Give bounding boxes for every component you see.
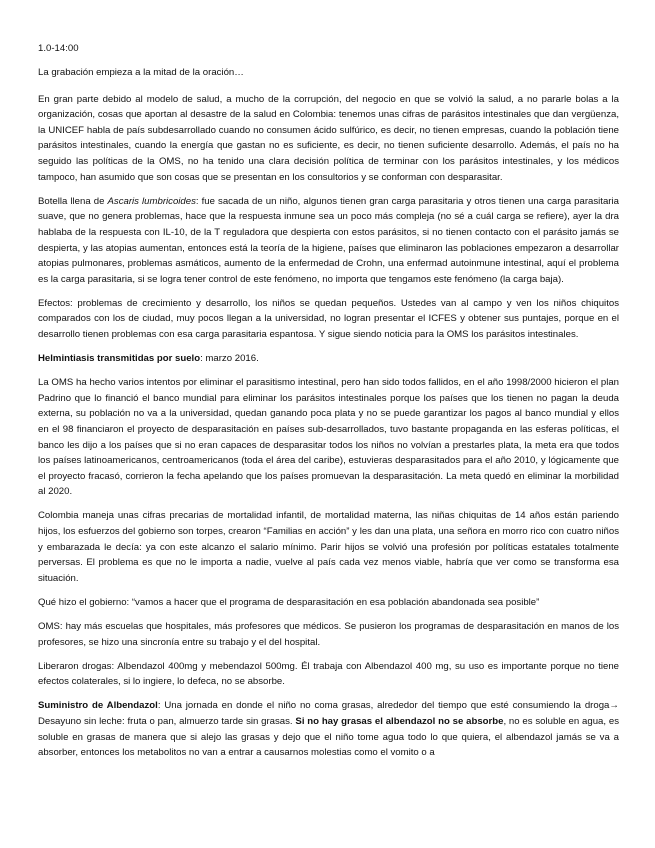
- p9-part-b: , no es soluble en agua, es soluble en grasas de manera que si alejo las grasas y dejo que el niño tome agua todo lo que quiera, el albendazol jamás se va a absorber, entonces los metabolitos no van a entrar a causarnos molestias como el vomito o a: [38, 715, 619, 759]
- p9-bold-title: Suministro de Albendazol: [38, 700, 158, 712]
- p2-rest: : fue sacada de un niño, algunos tienen gran carga parasitaria y otros tienen una carga parasitaria suave, que no genera problemas, hace que la respuesta inmune sea un poco más compleja (no sé a cuál carga se refiere), ayer la dra hablaba de la respuesta con IL-10, de la T reguladora que despierta con estos parásitos, si no tienen contacto con el parásito jamás se despierta, y las atopias aumentan, entonces está la teoría de la higiene, países que eliminaron las poblaciones empezaron a desarrollar atopias pulmonares, problemas asmáticos, aumento de la enfermedad de Crohn, una enfermad autoinmune intestinal, aquí el problema es la carga parasitaria, si se logra tener control de este fenómeno, no importa que tengamos este fenómeno (la carga baja).: [38, 195, 619, 285]
- paragraph-4: La OMS ha hecho varios intentos por eliminar el parasitismo intestinal, pero han sido todos fallidos, en el año 1998/2000 hicieron el plan Padrino que lo financió el banco mundial para eliminar los parásitos intestinales porque los países que los tienen no pagan la deuda externa, su población no va a la universidad, quedan ganando poca plata y no se puede garantizar los pagos al banco mundial y ellos en el 98 financiaron el proyecto de desparasitación en países sub-desarrollados, tuvo bastante propaganda en las esferas políticas, el banco les dijo a los países que si no eran capaces de desparasitar todos los niños no volvían a prestarles plata, la meta era que todos los países latinoamericanos, centroamericanos (toda el área del caribe), estuvieras desparasitados para el año 2010, y lógicamente que el proyecto fracasó, corrieron la fecha apelando que los países promuevan la desparasitación. La meta quedó en eliminar la morbilidad al 2020.: [38, 377, 619, 498]
- species-name: Ascaris lumbricoides: [107, 195, 196, 207]
- heading-bold: Helmintiasis transmitidas por suelo: [38, 353, 201, 365]
- paragraph-9: [38, 698, 619, 760]
- paragraph-7: OMS: hay más escuelas que hospitales, más profesores que médicos. Se pusieron los programas de desparasitación en manos de los profesores, se hizo una sincronía entre su trabajo y el del hospital.: [38, 621, 619, 648]
- paragraph-6: Qué hizo el gobierno: “vamos a hacer que el programa de desparasitación en esa población abandonada sea posible”: [38, 596, 540, 608]
- paragraph-5: Colombia maneja unas cifras precarias de mortalidad infantil, de mortalidad materna, las niñas chiquitas de 14 años están pariendo hijos, los esfuerzos del gobierno son torpes, crearon “Familias en acción” y les dan una plata, una señora en morro rico con cuatro niños y embarazada le decía: ya con este alcanzo el salario mínimo. Parir hijos se volvió una profesión por políticas estatales totalmente perversas. El problema es que no le importa a nadie, vuelve al país cada vez menos viable, habría que ver como se transforma esa situación.: [38, 510, 619, 584]
- intro-line: La grabación empieza a la mitad de la oración…: [38, 67, 244, 79]
- p9-bold-statement: Si no hay grasas el albendazol no se absorbe: [295, 715, 504, 727]
- paragraph-2: [38, 194, 619, 288]
- p2-start: Botella llena de: [38, 195, 108, 207]
- paragraph-1: En gran parte debido al modelo de salud, a mucho de la corrupción, del negocio en que se volvió la salud, a no pararle bolas a la organización, cosas que aportan al desastre de la salud en Colombia: tenemos unas cifras de parásitos intestinales que dan vergüenza, la UNICEF habla de país subdesarrollado cuando no consumen ácido sulfúrico, es decir, no tienen empresas, cuando la población tiene parásitos intestinales, cuando la energía que gastan no es suficiente, es decir, no tienen suficiente desarrollo. Además, el país no ha seguido las políticas de la OMS, no ha tenido una clara decisión política de terminar con los parásitos intestinales, y los médicos tampoco, han asumido que son cosas que se presentan en los consultorios y se conforman con desparasitar.: [38, 93, 619, 183]
- time-stamp: 1.0-14:00: [38, 43, 79, 54]
- paragraph-3: Efectos: problemas de crecimiento y desarrollo, los niños se quedan pequeños. Ustedes van al campo y ven los niños chiquitos comparados con los de ciudad, muy pocos llegan a la universidad, no logran presentar el ICFES y obtener sus puntajes, porque en el desarrollo tienen problemas con esa carga parasitaria espantosa. Y sigue siendo noticia para la OMS los parásitos intestinales.: [38, 297, 619, 340]
- section-heading: [38, 351, 619, 367]
- p9-part-a: : Una jornada en donde el niño no coma grasas, alrededor del tiempo que esté consumiendo la droga→ Desayuno sin leche: fruta o pan, almuerzo tarde sin grasas.: [38, 700, 619, 727]
- paragraph-8: Liberaron drogas: Albendazol 400mg y mebendazol 500mg. Él trabaja con Albendazol 400 mg, su uso es importante porque no tiene efectos colaterales, si lo ingiere, lo defeca, no se absorbe.: [38, 660, 619, 688]
- heading-date: : marzo 2016.: [200, 353, 259, 365]
